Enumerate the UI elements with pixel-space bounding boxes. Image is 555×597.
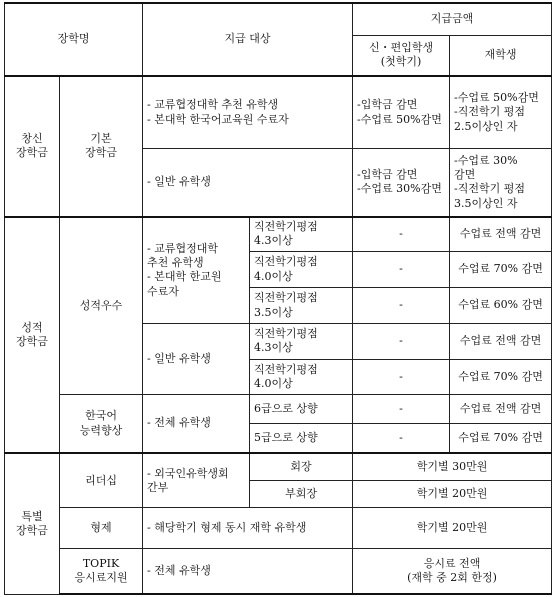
category-seongjeok: 성적 장학금 xyxy=(5,217,60,454)
header-row-1 xyxy=(5,3,552,35)
current-amount-cell: -수업료 50%감면 -직전학기 평점 2.5이상인 자 xyxy=(450,76,552,149)
new-amount-cell: - xyxy=(353,252,450,287)
condition-cell: 6급으로 상향 xyxy=(250,395,353,424)
sub-excellence: 성적우수 xyxy=(60,217,143,395)
current-amount-cell: 수업료 전액 감면 xyxy=(450,217,552,252)
target-cell: - 외국인유학생회 간부 xyxy=(143,453,250,508)
table-row xyxy=(5,508,552,548)
sub-sibling: 형제 xyxy=(60,508,143,548)
sub-leadership: 리더십 xyxy=(60,453,143,508)
new-amount-cell: -입학금 감면 -수업료 30%감면 xyxy=(353,149,450,217)
category-teukbyeol: 특별 장학금 xyxy=(5,453,60,594)
category-changsin: 창신 장학금 xyxy=(5,76,60,217)
amount-cell: 응시료 전액 (재학 중 2회 한정) xyxy=(353,548,552,594)
condition-cell: 직전학기평점 4.0이상 xyxy=(250,252,353,287)
amount-cell: 학기별 20만원 xyxy=(353,481,552,508)
header-current-students: 재학생 xyxy=(450,35,552,75)
new-amount-cell: - xyxy=(353,395,450,424)
target-cell: - 전체 유학생 xyxy=(143,395,250,454)
new-amount-cell: -입학금 감면 -수업료 50%감면 xyxy=(353,76,450,149)
sub-basic: 기본 장학금 xyxy=(60,76,143,217)
target-cell: - 일반 유학생 xyxy=(143,149,353,217)
header-name: 장학명 xyxy=(5,3,143,76)
sub-topik: TOPIK 응시료지원 xyxy=(60,548,143,594)
condition-cell: 직전학기평점 4.3이상 xyxy=(250,217,353,252)
current-amount-cell: 수업료 70% 감면 xyxy=(450,359,552,394)
target-cell: - 전체 유학생 xyxy=(143,548,353,594)
new-amount-cell: - xyxy=(353,424,450,453)
new-amount-cell: - xyxy=(353,324,450,359)
target-cell: - 교류협정대학 추천 유학생 - 본대학 한국어교육원 수료자 xyxy=(143,76,353,149)
current-amount-cell: 수업료 70% 감면 xyxy=(450,424,552,453)
current-amount-cell: 수업료 전액 감면 xyxy=(450,395,552,424)
target-cell: - 교류협정대학 추천 유학생 - 본대학 한교원 수료자 xyxy=(143,217,250,324)
current-amount-cell: 수업료 60% 감면 xyxy=(450,287,552,323)
sub-korean-improvement: 한국어 능력향상 xyxy=(60,395,143,454)
condition-cell: 직전학기평점 4.3이상 xyxy=(250,324,353,359)
header-target: 지급 대상 xyxy=(143,3,353,76)
condition-cell: 5급으로 상향 xyxy=(250,424,353,453)
condition-cell: 직전학기평점 4.0이상 xyxy=(250,359,353,394)
target-cell: - 해당학기 형제 동시 재학 유학생 xyxy=(143,508,353,548)
header-new-students: 신・편입학생 (첫학기) xyxy=(353,35,450,75)
amount-cell: 학기별 20만원 xyxy=(353,508,552,548)
new-amount-cell: - xyxy=(353,217,450,252)
table-row xyxy=(5,548,552,594)
table-row xyxy=(5,395,552,424)
amount-cell: 학기별 30만원 xyxy=(353,453,552,480)
current-amount-cell: 수업료 70% 감면 xyxy=(450,252,552,287)
header-amount: 지급금액 xyxy=(353,3,552,35)
current-amount-cell: -수업료 30% 감면 -직전학기 평점 3.5이상인 자 xyxy=(450,149,552,217)
new-amount-cell: - xyxy=(353,287,450,323)
table-row xyxy=(5,453,552,480)
scholarship-table xyxy=(4,2,552,595)
target-cell: - 일반 유학생 xyxy=(143,324,250,395)
table-row xyxy=(5,217,552,252)
new-amount-cell: - xyxy=(353,359,450,394)
current-amount-cell: 수업료 전액 감면 xyxy=(450,324,552,359)
condition-cell: 직전학기평점 3.5이상 xyxy=(250,287,353,323)
role-cell: 회장 xyxy=(250,453,353,480)
role-cell: 부회장 xyxy=(250,481,353,508)
table-row xyxy=(5,76,552,149)
